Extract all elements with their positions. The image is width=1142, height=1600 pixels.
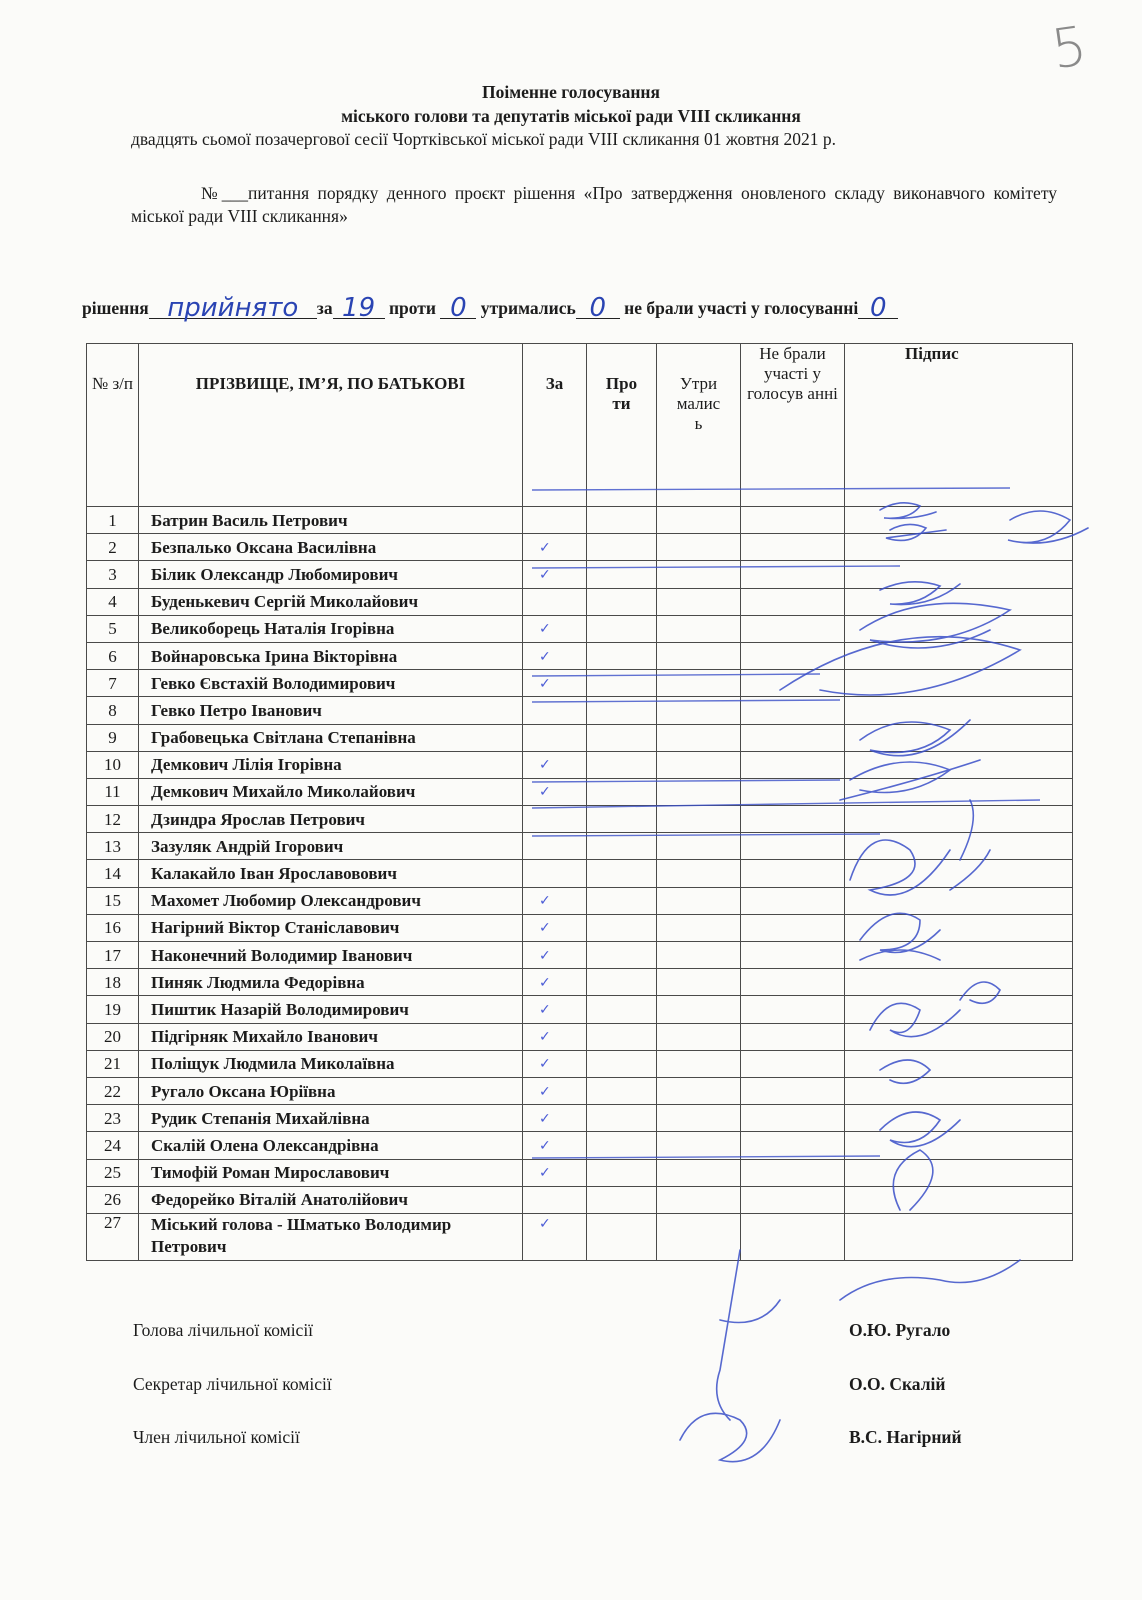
row-name: Нагірний Віктор Станіславович [139,914,523,941]
row-name: Калакайло Іван Ярославовович [139,860,523,887]
header-num: № з/п [87,344,139,507]
commission-head-name: О.Ю. Ругало [849,1320,951,1340]
row-name: Федорейко Віталій Анатолійович [139,1186,523,1213]
row-number: 3 [87,561,139,588]
row-number: 19 [87,996,139,1023]
commission-member-role: Член лічильної комісії [133,1427,300,1447]
row-name: Ругало Оксана Юріївна [139,1077,523,1104]
row-name: Зазуляк Андрій Ігорович [139,833,523,860]
check-mark-icon: ✓ [539,1029,551,1046]
header-signature: Підпис [845,344,1073,507]
header-for: За [523,344,587,507]
row-name: Великоборець Наталія Ігорівна [139,615,523,642]
against-value: 0 [440,298,476,319]
for-label: за [316,298,333,318]
row-name: Демкович Лілія Ігорівна [139,751,523,778]
row-name: Білик Олександр Любомирович [139,561,523,588]
row-name: Скалій Олена Олександрівна [139,1132,523,1159]
against-label: проти [388,298,436,318]
row-name: Поліщук Людмила Миколаївна [139,1050,523,1077]
row-name: Безпалько Оксана Василівна [139,534,523,561]
row-name: Демкович Михайло Миколайович [139,778,523,805]
row-name: Батрин Василь Петрович [139,507,523,534]
row-name: Гевко Петро Іванович [139,697,523,724]
check-mark-icon: ✓ [539,757,551,774]
document-subtitle: міського голови та депутатів міської ради VIII скликання [341,106,801,126]
row-name: Грабовецька Світлана Степанівна [139,724,523,751]
header-name: ПРІЗВИЩЕ, ІМ’Я, ПО БАТЬКОВІ [139,344,523,507]
row-number: 6 [87,642,139,669]
check-mark-icon: ✓ [539,920,551,937]
header-not-voted: Не брали участі у голосув анні [741,344,845,507]
decision-label: рішення [82,298,149,318]
check-mark-icon: ✓ [539,1110,551,1127]
session-text: двадцять сьомої позачергової сесії Чортківської міської ради VIII скликання 01 жовтня 2021 р. [131,129,837,149]
row-number: 14 [87,860,139,887]
row-number: 18 [87,969,139,996]
check-mark-icon: ✓ [539,1083,551,1100]
commission-head-role: Голова лічильної комісії [133,1320,314,1340]
row-number: 24 [87,1132,139,1159]
row-name: Підгірняк Михайло Іванович [139,1023,523,1050]
row-name: Дзиндра Ярослав Петрович [139,806,523,833]
check-mark-icon: ✓ [539,1165,551,1182]
row-number: 23 [87,1105,139,1132]
row-number: 20 [87,1023,139,1050]
row-name: Пиштик Назарій Володимирович [139,996,523,1023]
check-mark-icon: ✓ [539,1137,551,1154]
row-number: 21 [87,1050,139,1077]
row-number: 12 [87,806,139,833]
row-name: Наконечний Володимир Іванович [139,942,523,969]
row-name: Гевко Євстахій Володимирович [139,670,523,697]
abstained-label: утримались [480,298,576,318]
commission-member-name: В.С. Нагірний [849,1427,962,1447]
check-mark-icon: ✓ [539,675,551,692]
row-number: 13 [87,833,139,860]
check-mark-icon: ✓ [539,947,551,964]
row-number: 17 [87,942,139,969]
page-number: 5 [1047,13,1091,82]
row-number: 7 [87,670,139,697]
abstained-value: 0 [576,298,620,319]
check-mark-icon: ✓ [539,566,551,583]
not-voted-value: 0 [858,298,898,319]
row-name: Рудик Степанія Михайлівна [139,1105,523,1132]
header-against: Про ти [587,344,657,507]
header-abstained: Утри малис ь [657,344,741,507]
row-number: 26 [87,1186,139,1213]
check-mark-icon: ✓ [539,539,551,556]
row-number: 4 [87,588,139,615]
check-mark-icon: ✓ [539,974,551,991]
row-name: Махомет Любомир Олександрович [139,887,523,914]
row-number: 15 [87,887,139,914]
row-name: Пиняк Людмила Федорівна [139,969,523,996]
check-mark-icon: ✓ [539,648,551,665]
check-mark-icon: ✓ [539,621,551,638]
check-mark-icon: ✓ [539,1001,551,1018]
row-name: Войнаровська Ірина Вікторівна [139,642,523,669]
row-number: 8 [87,697,139,724]
commission-secretary-name: О.О. Скалій [849,1374,946,1394]
row-number: 2 [87,534,139,561]
row-name: Тимофій Роман Мирославович [139,1159,523,1186]
row-number: 25 [87,1159,139,1186]
check-mark-icon: ✓ [539,1215,551,1232]
row-number: 10 [87,751,139,778]
commission-secretary-role: Секретар лічильної комісії [133,1374,332,1394]
check-mark-icon: ✓ [539,784,551,801]
row-number: 22 [87,1077,139,1104]
check-mark-icon: ✓ [539,893,551,910]
not-voted-label: не брали участі у голосуванні [624,298,859,318]
row-number: 9 [87,724,139,751]
row-name: Буденькевич Сергій Миколайович [139,588,523,615]
row-number: 1 [87,507,139,534]
check-mark-icon: ✓ [539,1056,551,1073]
decision-value: прийнято [149,298,317,319]
agenda-text: №___питання порядку денного проєкт рішення «Про затвердження оновленого складу виконавчого комітету міської ради VIII скликання» [131,183,1057,226]
for-value: 19 [333,298,385,319]
row-number: 16 [87,914,139,941]
row-number: 11 [87,778,139,805]
row-number: 5 [87,615,139,642]
row-name: Міський голова - Шматько Володимир Петрович [139,1213,523,1260]
row-number: 27 [87,1213,139,1260]
document-title: Поіменне голосування [482,82,660,102]
